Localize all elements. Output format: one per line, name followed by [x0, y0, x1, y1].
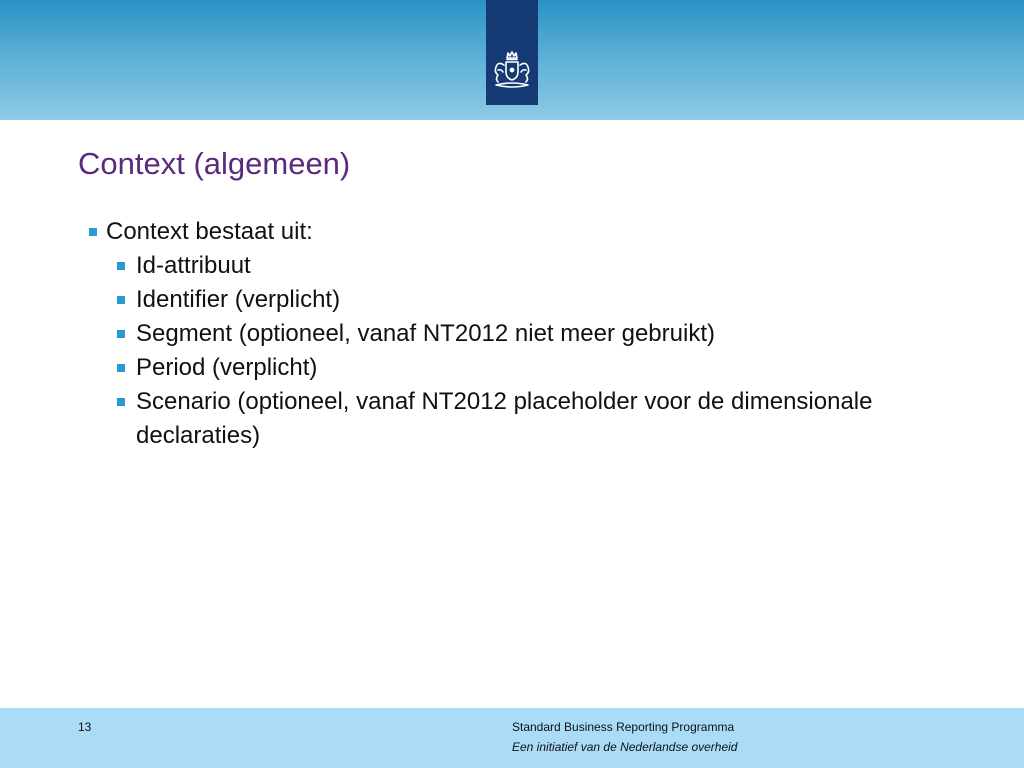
square-bullet-icon	[117, 330, 125, 338]
footer-tagline: Een initiatief van de Nederlandse overheid	[512, 740, 738, 754]
square-bullet-icon	[117, 364, 125, 372]
square-bullet-icon	[117, 262, 125, 270]
bullet-text: Period (verplicht)	[136, 354, 318, 381]
bullet-text: Context bestaat uit:	[106, 218, 313, 245]
coat-of-arms-icon	[488, 48, 536, 96]
header-band	[0, 0, 1024, 120]
bullet-item	[86, 215, 986, 249]
square-bullet-icon	[117, 398, 125, 406]
footer-program-name: Standard Business Reporting Programma	[512, 720, 735, 734]
square-bullet-icon	[89, 228, 97, 236]
government-logo	[486, 0, 538, 105]
page-number: 13	[78, 720, 92, 734]
sub-bullet-item	[86, 351, 986, 385]
slide-title: Context (algemeen)	[78, 146, 351, 181]
sub-bullet-item	[86, 283, 986, 317]
bullet-text: Segment (optioneel, vanaf NT2012 niet meer gebruikt)	[136, 320, 715, 347]
bullet-list	[86, 215, 986, 453]
bullet-text: Scenario (optioneel, vanaf NT2012 placeholder voor de dimensionale declaraties)	[136, 388, 873, 449]
square-bullet-icon	[117, 296, 125, 304]
bullet-text: Id-attribuut	[136, 252, 251, 279]
sub-bullet-item	[86, 385, 986, 453]
bullet-text: Identifier (verplicht)	[136, 286, 341, 313]
sub-bullet-item	[86, 317, 986, 351]
footer-band	[0, 708, 1024, 768]
sub-bullet-item	[86, 249, 986, 283]
